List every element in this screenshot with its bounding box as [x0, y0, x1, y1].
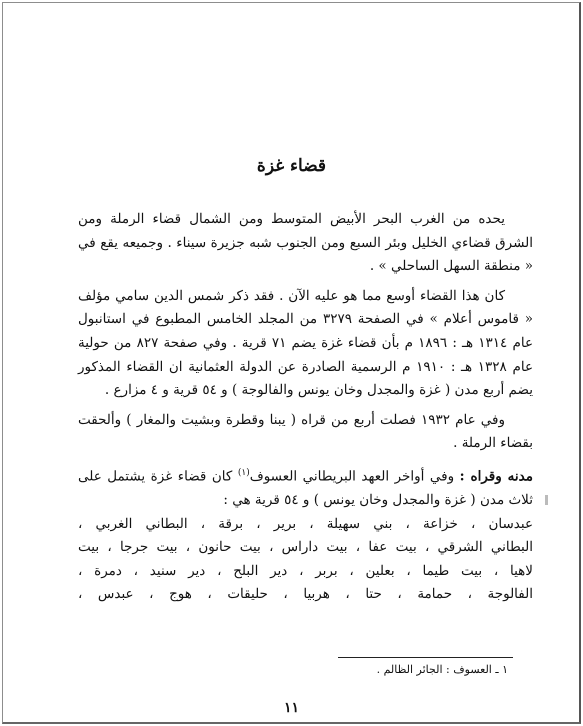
page-number: ١١: [283, 700, 300, 716]
paragraph-towns-villages: [78, 462, 533, 513]
footnote: ١ ـ العسوف : الجائر الظالم .: [376, 663, 508, 676]
section-text-after-note: كان قضاء غزة يشتمل على ثلاث مدن ( غزة والمجدل وخان يونس ) و ٥٤ قرية هي :: [78, 468, 533, 509]
villages-line: لاهيا ، بيت طيما ، بعلين ، بربر ، دير البلح ، دير سنيد ، دمرة ،: [78, 562, 533, 579]
paragraph-1932: وفي عام ١٩٣٢ فصلت أربع من قراه ( يبنا وقطرة وبشيت والمغار ) وألحقت بقضاء الرملة .: [78, 411, 533, 452]
paragraph-history: كان هذا القضاء أوسع مما هو عليه الآن . فقد ذكر شمس الدين سامي مؤلف « قاموس أعلام » في الصفحة ٣٢٧٩ من المجلد الخامس المطبوع في استانبول عام ١٣١٤ هـ : ١٨٩٦ م بأن قضاء غزة يضم ٧١ قرية . وفي صفحة ٨٢٧ من حولية عام ١٣٢٨ هـ : ١٩١٠ م الرسمية الصادرة عن الدولة العثمانية ان القضاء المذكور يضم أربع مدن ( غزة والمجدل وخان يونس والفالوجة ) و ٥٤ قرية و ٤ مزارع .: [78, 287, 534, 399]
section-text-before-note: وفي أواخر العهد البريطاني العسوف: [249, 468, 455, 485]
body-text: [78, 208, 533, 607]
section-heading: مدنه وقراه :: [459, 468, 533, 485]
footnote-divider: [338, 657, 513, 658]
page-title: قضاء غزة: [256, 156, 327, 176]
villages-line: الفالوجة ، حمامة ، حتا ، هربيا ، حليقات ، هوج ، عبدس ،: [78, 586, 533, 603]
margin-mark: [545, 495, 548, 505]
villages-line: البطاني الشرقي ، بيت عفا ، بيت داراس ، بيت حانون ، بيت جرجا ، بيت: [78, 539, 533, 556]
footnote-reference: (١): [237, 467, 250, 478]
villages-line: عبدسان ، خزاعة ، بني سهيلة ، برير ، برقة ، البطاني الغربي ،: [78, 515, 533, 532]
paragraph-boundaries: يحده من الغرب البحر الأبيض المتوسط ومن الشمال قضاء الرملة ومن الشرق قضاءي الخليل وبئر السبع ومن الجنوب شبه جزيرة سيناء . وجميعه يقع في « منطقة السهل الساحلي » .: [78, 211, 533, 275]
